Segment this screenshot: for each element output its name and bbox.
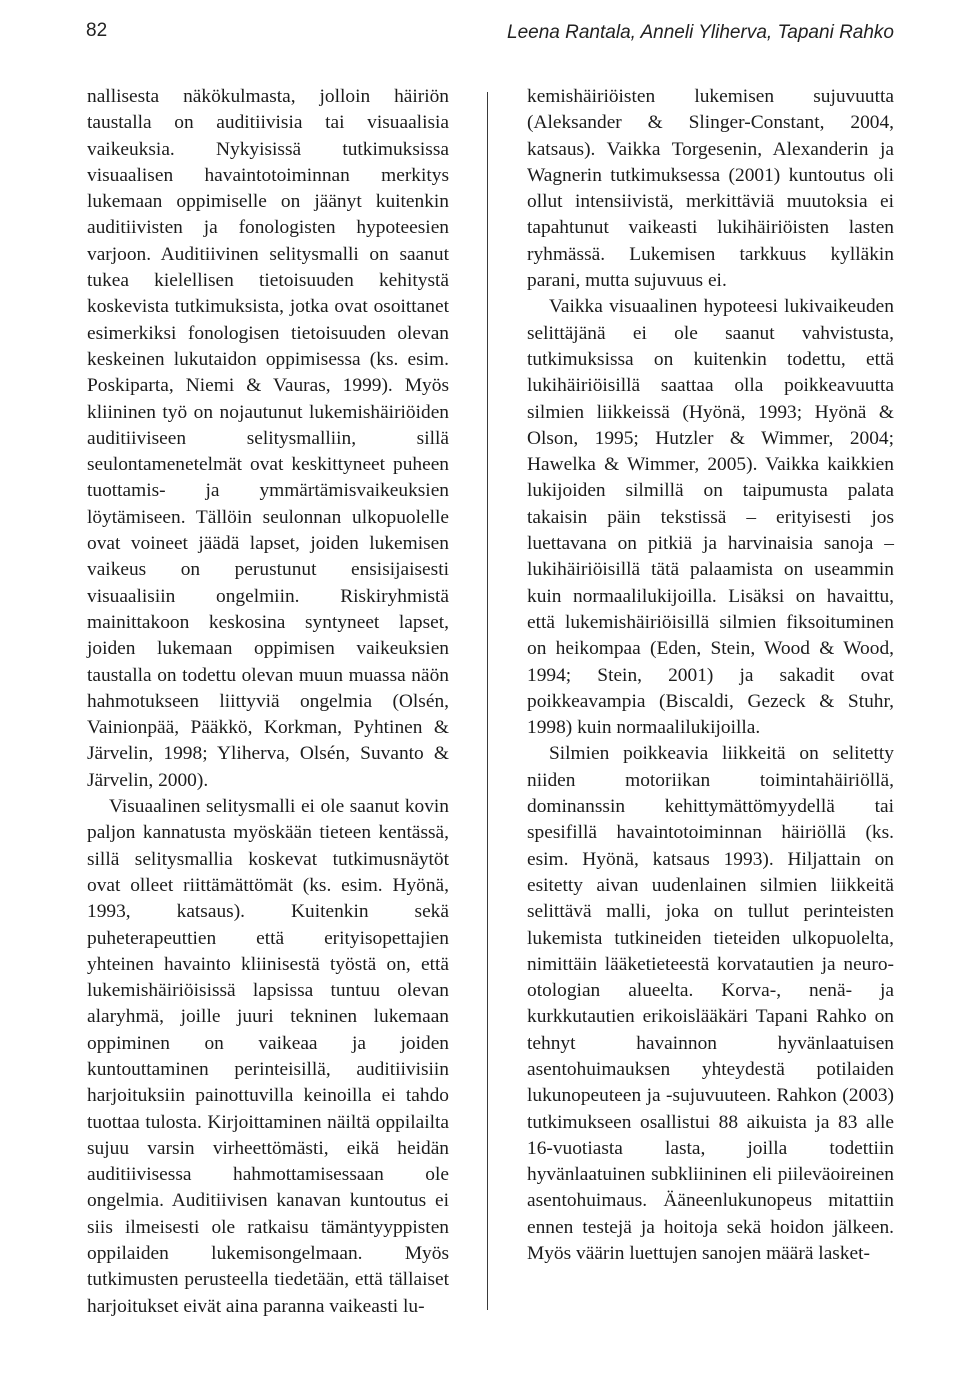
running-header-authors: Leena Rantala, Anneli Yliherva, Tapani Rahko: [507, 22, 894, 43]
paragraph: nallisesta näkökulmasta, jolloin häiriön taustalla on auditiivisia tai visuaalisia vaikeuksia. Nykyisissä tutkimuksissa visuaalisen havaintotoiminnan merkitys lukemaan oppimiselle on jäänyt kuitenkin auditiivisten ja fonologisten hypoteesien varjoon. Auditiivinen selitysmalli on saanut tukea kielellisen tietoisuuden kehitystä koskevista tutkimuksista, jotka ovat osoittanet esimerkiksi fonologisen tietoisuuden olevan keskeinen lukutaidon oppimisessa (ks. esim. Poskiparta, Niemi & Vauras, 1999). Myös kliininen työ on nojautunut lukemishäiriöiden auditiiviseen selitysmalliin, sillä seulontamenetelmät ovat keskittyneet puheen tuottamis- ja ymmärtämisvaikeuksien löytämiseen. Tällöin seulonnan ulkopuolelle ovat voineet jäädä lapset, joiden lukemisen vaikeus on perustunut ensisijaisesti visuaalisiin ongelmiin. Riskiryhmistä mainittakoon keskosina syntyneet lapset, joiden lukemaan oppimisen vaikeuksien taustalla on todettu olevan muun muassa näön hahmotukseen liittyviä ongelmia (Olsén, Vainionpää, Pääkkö, Korkman, Pyhtinen & Järvelin, 1998; Yliherva, Olsén, Suvanto & Järvelin, 2000).: [87, 86, 449, 791]
paragraph: Vaikka visuaalinen hypoteesi lukivaikeuden selittäjänä ei ole saanut vahvistusta, tutkimuksissa on kuitenkin todettu, että lukihäiriöisillä saattaa olla poikkeavuutta silmien liikkeissä (Hyönä, 1993; Hyönä & Olson, 1995; Hutzler & Wimmer, 2004; Hawelka & Wimmer, 2005). Vaikka kaikkien lukijoiden silmillä on taipumusta palata takaisin päin tekstissä – erityisesti jos luettavana on pitkiä ja harvinaisia sanoja – lukihäiriöisillä tätä palaamista on useammin kuin normaalilukijoilla. Lisäksi on havaittu, että lukemishäiriöisillä silmien fiksoituminen on heikompaa (Eden, Stein, Wood & Wood, 1994; Stein, 2001) ja sakadit ovat poikkeavampia (Biscaldi, Gezeck & Stuhr, 1998) kuin normaalilukijoilla.: [527, 296, 894, 739]
right-text-column: [527, 84, 894, 1267]
left-text-column: [87, 84, 449, 1320]
paragraph: Silmien poikkeavia liikkeitä on selitetty niiden motoriikan toimintahäiriöllä, dominanssin kehittymättömyydellä tai spesifillä havaintotoiminnan häiriöllä (ks. esim. Hyönä, katsaus 1993). Hiljattain on esitetty aivan uudenlainen silmien liikkeitä selittävä malli, joka on tullut perinteisten lukemista tutkineiden tieteiden ulkopuolelta, nimittäin lääketieteestä korvatautien ja neuro-otologian alueelta. Korva-, nenä- ja kurkkutautien erikoislääkäri Tapani Rahko on tehnyt havainnon hyvänlaatuisen asentohuimauksen yhteydestä potilaiden lukunopeuteen ja -sujuvuuteen. Rahkon (2003) tutkimukseen osallistui 88 aikuista ja 83 alle 16-vuotiasta lasta, joilla todettiin hyvänlaatuinen subkliininen eli piileväoireinen asentohuimaus. Ääneenlukunopeus mitattiin ennen testejä ja hoitoja sekä hoidon jälkeen. Myös väärin luettujen sanojen määrä lasket-: [527, 743, 894, 1265]
paragraph: Visuaalinen selitysmalli ei ole saanut kovin paljon kannatusta myöskään tieteen kentässä, sillä selitysmallia koskevat tutkimusnäytöt ovat olleet riittämättömät (ks. esim. Hyönä, 1993, katsaus). Kuitenkin sekä puheterapeuttien että erityisopettajien yhteinen havainto kliinisestä työstä on, että lukemishäiriöisissä lapsissa tuntuu olevan alaryhmä, joille juuri tekninen lukemaan oppiminen on vaikeaa ja joiden kuntouttaminen perinteisillä, auditiivisiin harjoituksiin painottuvilla keinoilla ei tahdo tuottaa tulosta. Kirjoittaminen näiltä oppilailta sujuu varsin virheettömästi, eikä heidän auditiivisessa hahmottamisessaan ole ongelmia. Auditiivisen kanavan kuntoutus ei siis ilmeisesti ole ratkaisu tämäntyyppisten oppilaiden lukemisongelmaan. Myös tutkimusten perusteella tiedetään, että tällaiset harjoitukset eivät aina paranna vaikeasti lu-: [87, 796, 449, 1317]
paragraph: kemishäiriöisten lukemisen sujuvuutta (Aleksander & Slinger-Constant, 2004, katsaus). Vaikka Torgesenin, Alexanderin ja Wagnerin tutkimuksessa (2001) kuntoutus oli ollut intensiivistä, merkittäviä muutoksia ei tapahtunut vaikeasti lukihäiriöisten lasten ryhmässä. Lukemisen tarkkuus kylläkin parani, mutta sujuvuus ei.: [527, 86, 894, 292]
page-number: 82: [86, 20, 108, 41]
column-divider: [487, 92, 488, 1310]
